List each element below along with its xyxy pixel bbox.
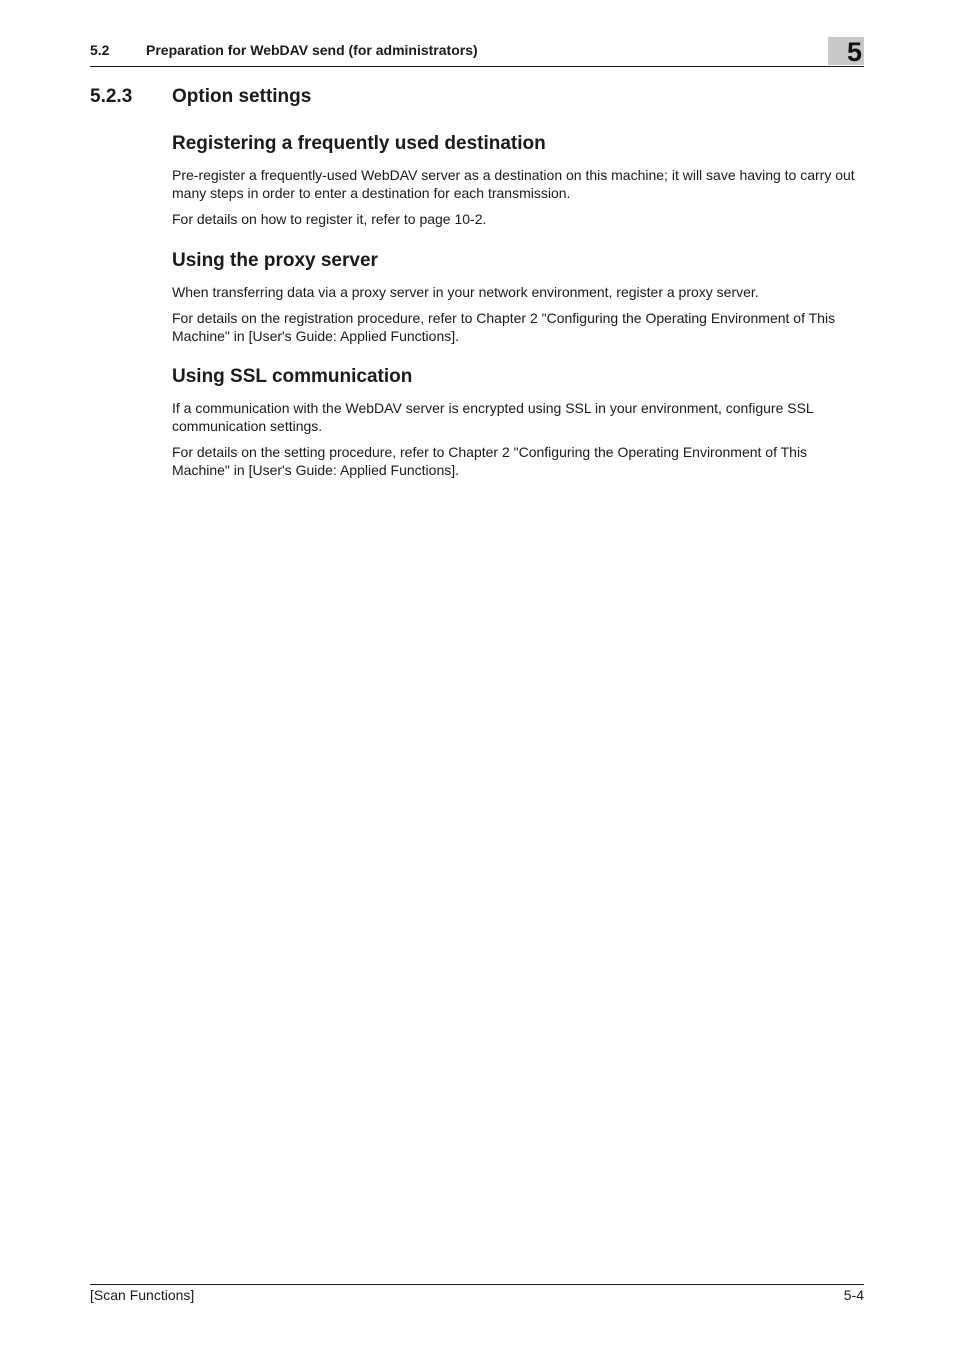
- header-section-number: 5.2: [90, 42, 110, 58]
- paragraph: For details on the setting procedure, refer to Chapter 2 "Configuring the Operating Environment of This Machine" in [User's Guide: Applied Functions].: [172, 444, 808, 478]
- running-header: [90, 37, 864, 67]
- paragraph: When transferring data via a proxy server in your network environment, register a proxy server.: [172, 283, 759, 300]
- paragraph: Pre-register a frequently-used WebDAV server as a destination on this machine; it will save having to carry out many steps in order to enter a destination for each transmission.: [172, 167, 855, 201]
- content-column: [172, 132, 864, 499]
- section-heading-title: Option settings: [172, 86, 312, 107]
- subsection-proxy-server: [172, 249, 864, 346]
- footer-manual-name: [Scan Functions]: [90, 1287, 195, 1303]
- subsection-title: Registering a frequently used destination: [172, 133, 546, 154]
- subsection-registering-destination: [172, 132, 864, 229]
- paragraph: For details on how to register it, refer to page 10-2.: [172, 211, 487, 227]
- running-footer: [90, 1284, 864, 1303]
- subsection-ssl-communication: [172, 365, 864, 479]
- subsection-title: Using SSL communication: [172, 366, 413, 387]
- section-heading: [90, 86, 311, 108]
- paragraph: For details on the registration procedure, refer to Chapter 2 "Configuring the Operating Environment of This Machine" in [User's Guide: Applied Functions].: [172, 310, 836, 344]
- section-heading-number: 5.2.3: [90, 86, 133, 107]
- header-section-title: Preparation for WebDAV send (for administrators): [146, 42, 478, 58]
- subsection-title: Using the proxy server: [172, 249, 378, 271]
- paragraph: If a communication with the WebDAV server is encrypted using SSL in your environment, configure SSL communication settings.: [172, 400, 814, 434]
- chapter-number: 5: [846, 37, 862, 67]
- footer-page-number: 5-4: [843, 1287, 864, 1303]
